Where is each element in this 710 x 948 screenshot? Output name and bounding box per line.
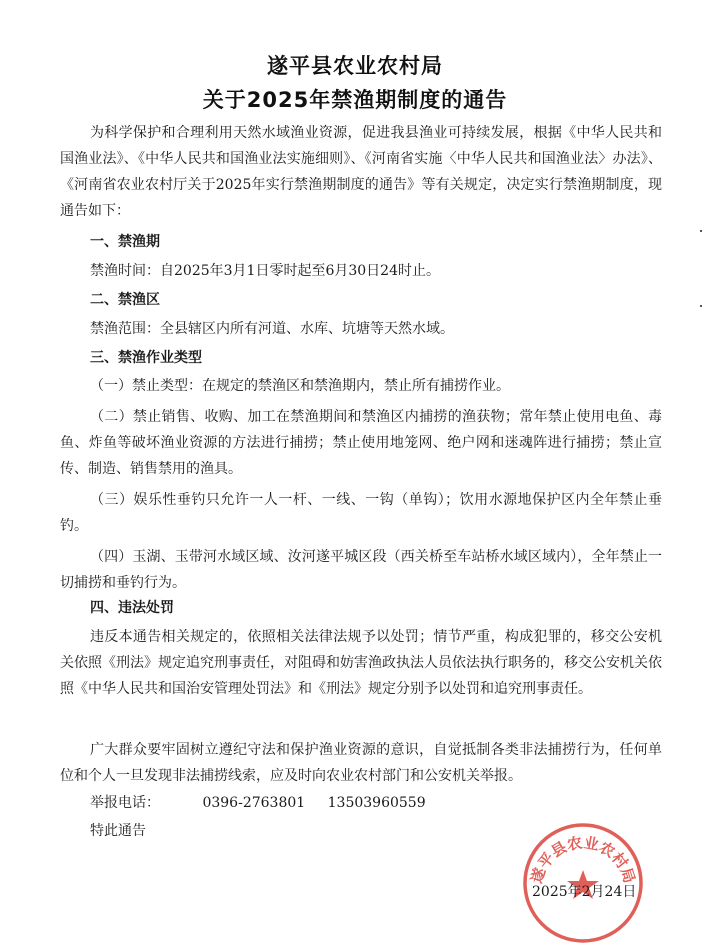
closing-text: 特此通告 (90, 823, 146, 839)
seal-text: 遂平县农业农村局 (527, 833, 639, 886)
section-heading-penalties: 四、违法处罚 (90, 600, 174, 616)
scan-mark (700, 305, 702, 307)
section-heading-ban-area: 二、禁渔区 (90, 292, 160, 308)
ban-type-item-3: （三）娱乐性垂钓只允许一人一杆、一线、一钩（单钩）；饮用水源地保护区内全年禁止垂钓。 (60, 492, 662, 534)
issue-date: 2025年2月24日 (532, 884, 637, 900)
report-contact-label: 举报电话： (90, 795, 160, 811)
ban-period-text: 禁渔时间：自2025年3月1日零时起至6月30日24时止。 (90, 263, 440, 279)
ban-area-text: 禁渔范围：全县辖区内所有河道、水库、坑塘等天然水域。 (90, 321, 454, 337)
org-title: 遂平县农业农村局 (267, 54, 443, 78)
ban-type-item-4: （四）玉湖、玉带河水域区域、汝河遂平城区段（西关桥至车站桥水域区域内），全年禁止一切捕捞和垂钓行为。 (60, 549, 662, 591)
section-heading-ban-types: 三、禁渔作业类型 (90, 350, 202, 366)
appeal-paragraph: 广大群众要牢固树立遵纪守法和保护渔业资源的意识，自觉抵制各类非法捕捞行为，任何单位和个人一旦发现非法捕捞线索，应及时向农业农村部门和公安机关举报。 (60, 742, 662, 784)
scan-mark (700, 230, 702, 232)
report-phone-1: 0396-2763801 (202, 795, 306, 811)
penalties-paragraph: 违反本通告相关规定的，依照相关法律法规予以处罚；情节严重，构成犯罪的，移交公安机关依照《刑法》规定追究刑事责任，对阻碍和妨害渔政执法人员依法执行职务的，移交公安机关依照《中华人民共和国治安管理处罚法》和《刑法》规定分别予以处罚和追究刑事责任。 (60, 629, 662, 697)
report-phone-2: 13503960559 (327, 795, 426, 811)
notice-title: 关于2025年禁渔期制度的通告 (202, 88, 508, 112)
ban-type-item-1: （一）禁止类型：在规定的禁渔区和禁渔期内，禁止所有捕捞作业。 (90, 378, 510, 394)
intro-paragraph: 为科学保护和合理利用天然水域渔业资源，促进我县渔业可持续发展，根据《中华人民共和国渔业法》、《中华人民共和国渔业法实施细则》、《河南省实施〈中华人民共和国渔业法〉办法》、《河南省农业农村厅关于2025年实行禁渔期制度的通告》等有关规定，决定实行禁渔期制度，现通告如下： (60, 125, 662, 219)
report-contact (90, 790, 426, 816)
section-heading-ban-period: 一、禁渔期 (90, 234, 160, 250)
ban-type-item-2: （二）禁止销售、收购、加工在禁渔期间和禁渔区内捕捞的渔获物；常年禁止使用电鱼、毒鱼、炸鱼等破坏渔业资源的方法进行捕捞；禁止使用地笼网、绝户网和迷魂阵进行捕捞；禁止宣传、制造、销售禁用的渔具。 (60, 409, 662, 477)
